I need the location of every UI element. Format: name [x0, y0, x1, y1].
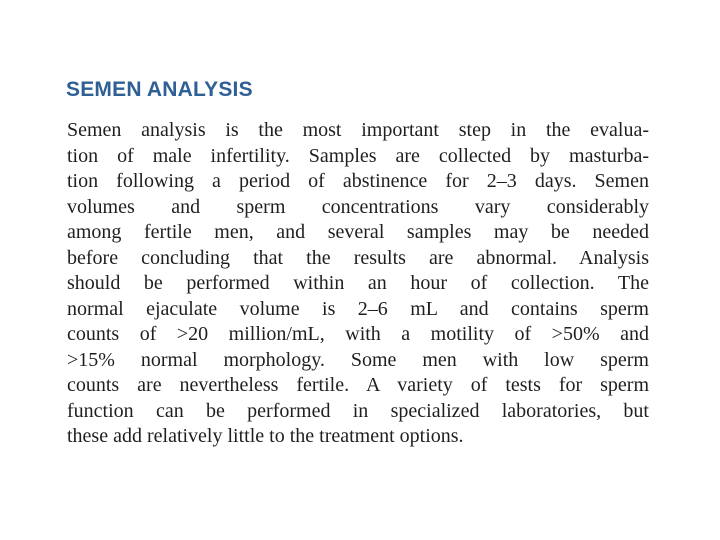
paragraph-line: normal ejaculate volume is 2–6 mL and contains sperm — [67, 297, 649, 320]
section-heading: SEMEN ANALYSIS — [66, 78, 253, 101]
paragraph-line: >15% normal morphology. Some men with low sperm — [67, 348, 649, 371]
paragraph-line: counts are nevertheless fertile. A variety of tests for sperm — [67, 374, 649, 396]
paragraph-line: should be performed within an hour of collection. The — [67, 272, 649, 294]
paragraph-line: Semen analysis is the most important step in the evalua- — [67, 119, 649, 141]
paragraph — [67, 118, 649, 450]
paragraph-line: function can be performed in specialized laboratories, but — [67, 399, 649, 422]
paragraph-line: tion following a period of abstinence for 2–3 days. Semen — [67, 170, 649, 192]
paragraph-line: tion of male infertility. Samples are collected by masturba- — [67, 144, 649, 167]
paragraph-line: volumes and sperm concentrations vary considerably — [67, 195, 649, 218]
paragraph-line: these add relatively little to the treatment options. — [67, 425, 464, 447]
paragraph-line: counts of >20 million/mL, with a motility of >50% and — [67, 323, 649, 345]
paragraph-line: among fertile men, and several samples may be needed — [67, 221, 649, 243]
paragraph-line: before concluding that the results are abnormal. Analysis — [67, 246, 649, 269]
